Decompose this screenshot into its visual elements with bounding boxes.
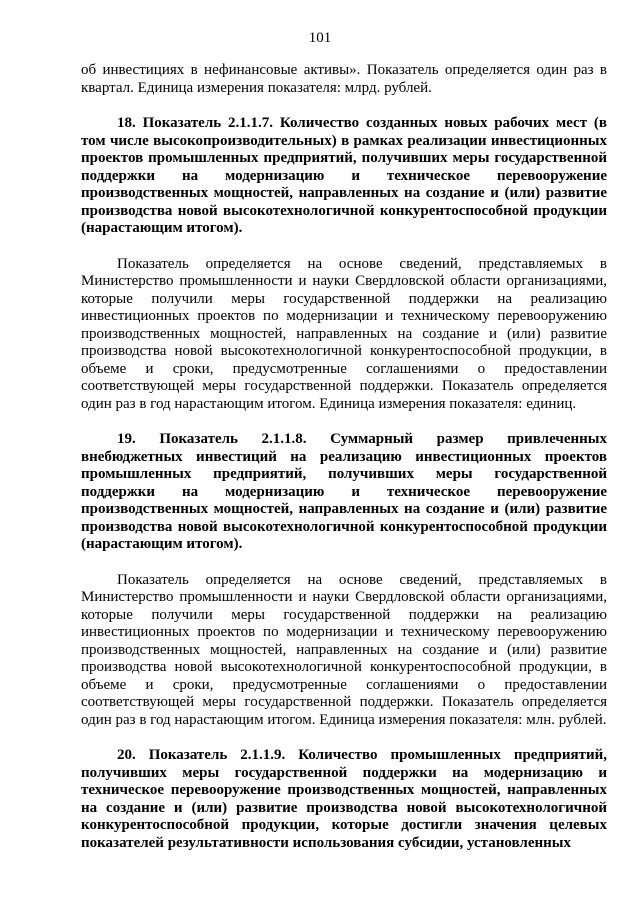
page-number: 101 — [308, 30, 332, 46]
document-body — [81, 62, 607, 852]
indicator-19-heading: 19. Показатель 2.1.1.8. Суммарный размер привлеченных внебюджетных инвестиций на реализацию инвестиционных проектов промышленных предприятий, получивших меры государственной поддержки на модернизацию и техническое перевооружение производственных мощностей, направленных на создание и (или) развитие производства новой высокотехнологичной конкурентоспособной продукции (нарастающим итогом). — [81, 431, 607, 552]
indicator-18-description: Показатель определяется на основе сведений, представляемых в Министерство промышленности и науки Свердловской области организациями, которые получили меры государственной поддержки на реализацию инвестиционных проектов по модернизации и техническому перевооружению производственных мощностей, направленных на создание и (или) развитие производства новой высокотехнологичной конкурентоспособной продукции, в объеме и сроки, предусмотренные соглашениями о предоставлении соответствующей меры государственной поддержки. Показатель определяется один раз в год нарастающим итогом. Единица измерения показателя: единиц. — [81, 255, 607, 412]
intro-paragraph: об инвестициях в нефинансовые активы». Показатель определяется один раз в квартал. Единица измерения показателя: млрд. рублей. — [81, 62, 607, 96]
indicator-20-heading: 20. Показатель 2.1.1.9. Количество промышленных предприятий, получивших меры государственной поддержки на модернизацию и техническое перевооружение производственных мощностей, направленных на создание и (или) развитие производства новой высокотехнологичной конкурентоспособной продукции, которые достигли значения целевых показателей результативности использования субсидии, установленных — [81, 747, 607, 851]
indicator-19-description: Показатель определяется на основе сведений, представляемых в Министерство промышленности и науки Свердловской области организациями, которые получили меры государственной поддержки на реализацию инвестиционных проектов по модернизации и техническому перевооружению производственных мощностей, направленных на создание и (или) развитие производства новой высокотехнологичной конкурентоспособной продукции, в объеме и сроки, предусмотренные соглашениями о предоставлении соответствующей меры государственной поддержки. Показатель определяется один раз в год нарастающим итогом. Единица измерения показателя: млн. рублей. — [81, 571, 607, 728]
indicator-18-heading: 18. Показатель 2.1.1.7. Количество созданных новых рабочих мест (в том числе высокопроизводительных) в рамках реализации инвестиционных проектов промышленных предприятий, получивших меры государственной поддержки на модернизацию и техническое перевооружение производственных мощностей, направленных на создание и (или) развитие производства новой высокотехнологичной конкурентоспособной продукции (нарастающим итогом). — [81, 115, 607, 236]
